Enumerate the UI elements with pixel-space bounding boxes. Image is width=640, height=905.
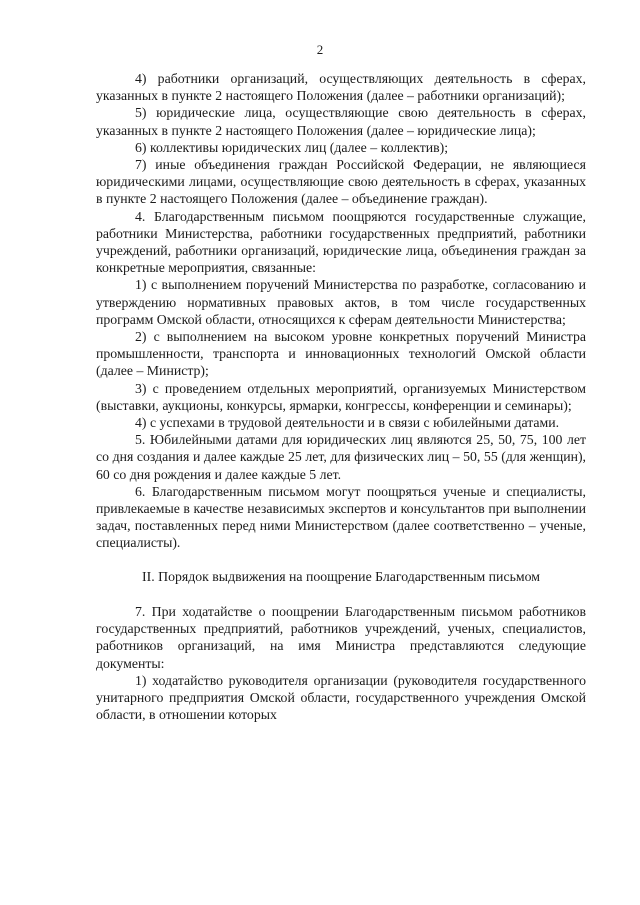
paragraph-clause-7: 7. При ходатайстве о поощрении Благодарственным письмом работников государственных предприятий, работников учреждений, ученых, специалистов, работников организаций, на имя Министра представляются следующие документы:: [96, 603, 586, 671]
paragraph-item-4-workers-of-organizations: 4) работники организаций, осуществляющих деятельность в сферах, указанных в пункте 2 настоящего Положения (далее – работники организаций);: [96, 71, 586, 104]
paragraph-item-7-citizen-associations: 7) иные объединения граждан Российской Федерации, не являющиеся юридическими лицами, осуществляющие свою деятельность в сферах, указанных в пункте 2 настоящего Положения (далее – объединение граждан).: [96, 157, 586, 207]
paragraph-clause-4-subitem-1: 1) с выполнением поручений Министерства по разработке, согласованию и утверждению нормативных правовых актов, в том числе государственных программ Омской области, относящихся к сферам деятельности Министерства;: [96, 277, 586, 327]
document-body: [96, 70, 586, 723]
paragraph-clause-6: 6. Благодарственным письмом могут поощряться ученые и специалисты, привлекаемые в качестве независимых экспертов и консультантов при выполнении задач, поставленных перед ними Министерством (далее соответственно – ученые, специалисты).: [96, 483, 586, 551]
section-heading: II. Порядок выдвижения на поощрение Благодарственным письмом: [142, 568, 540, 584]
paragraph-clause-4-subitem-4: 4) с успехами в трудовой деятельности и в связи с юбилейными датами.: [135, 415, 560, 431]
paragraph-item-5-legal-entities: 5) юридические лица, осуществляющие свою деятельность в сферах, указанных в пункте 2 настоящего Положения (далее – юридические лица);: [96, 105, 586, 138]
paragraph-clause-7-subitem-1: 1) ходатайство руководителя организации (руководителя государственного унитарного предприятия Омской области, государственного учреждения Омской области, в отношении которых: [96, 672, 586, 723]
paragraph-clause-5: 5. Юбилейными датами для юридических лиц являются 25, 50, 75, 100 лет со дня создания и далее каждые 25 лет, для физических лиц – 50, 55 (для женщин), 60 со дня рождения и далее каждые 5 лет.: [96, 432, 586, 482]
paragraph-clause-4-subitem-3: 3) с проведением отдельных мероприятий, организуемых Министерством (выставки, аукционы, конкурсы, ярмарки, конгрессы, конференции и семинары);: [96, 380, 586, 413]
paragraph-item-6-collectives: 6) коллективы юридических лиц (далее – коллектив);: [135, 139, 449, 155]
paragraph-clause-4-subitem-2: 2) с выполнением на высоком уровне конкретных поручений Министра промышленности, транспорта и инновационных технологий Омской области (далее – Министр);: [96, 329, 586, 379]
paragraph-clause-4: 4. Благодарственным письмом поощряются государственные служащие, работники Министерства, работники государственных предприятий, работники учреждений, работники организаций, юридические лица, объединения граждан за конкретные мероприятия, связанные:: [96, 208, 586, 276]
page-number: 2: [316, 42, 324, 57]
